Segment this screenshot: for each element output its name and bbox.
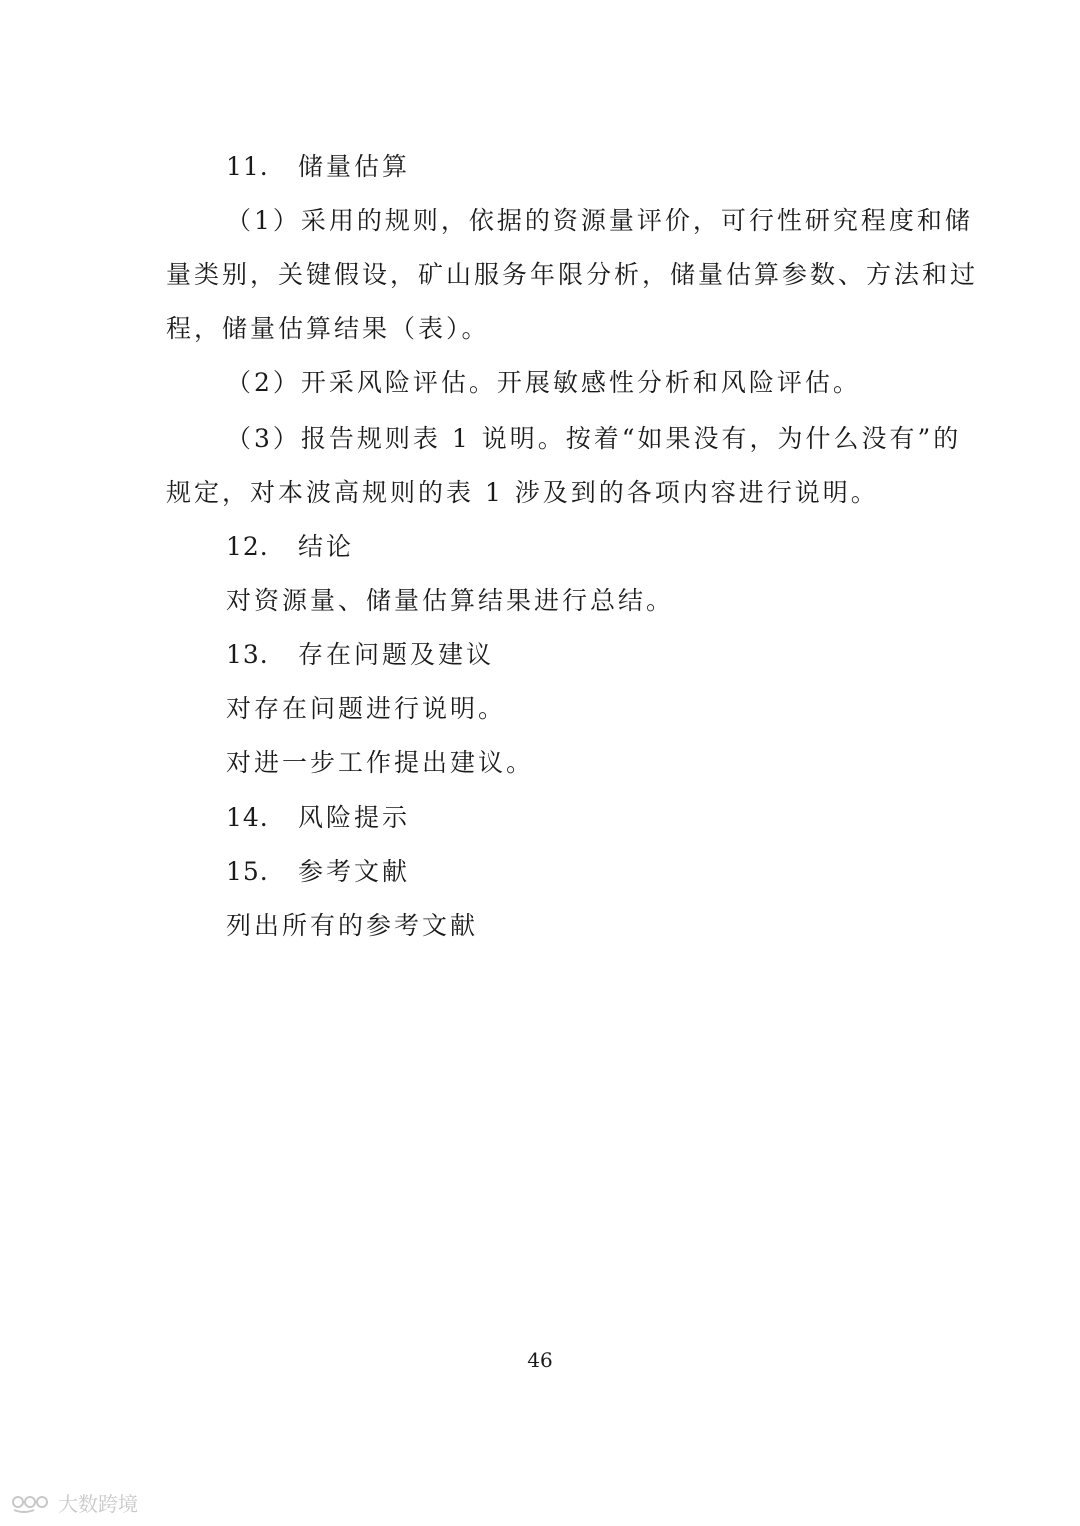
section-12-number: 12.	[226, 532, 269, 561]
watermark	[12, 1488, 138, 1516]
section-14-heading	[226, 803, 410, 833]
section-14-title: 风险提示	[298, 803, 411, 832]
watermark-text: 大数跨境	[58, 1491, 138, 1516]
section-12-heading	[226, 532, 354, 562]
section-13-number: 13.	[226, 640, 269, 669]
section-11-heading	[226, 152, 410, 182]
section-13-paragraph-1: 对存在问题进行说明。	[226, 694, 507, 723]
section-13-title: 存在问题及建议	[298, 640, 495, 669]
section-15-heading	[226, 857, 410, 887]
section-15-title: 参考文献	[298, 857, 411, 886]
section-11-item-2: （2）开采风险评估。开展敏感性分析和风险评估。	[226, 368, 861, 397]
section-11-item-3-line-1: （3）报告规则表 1 说明。按着“如果没有，为什么没有”的	[226, 424, 962, 453]
section-13-heading	[226, 640, 494, 670]
section-11-item-1-line-2: 量类别，关键假设，矿山服务年限分析，储量估算参数、方法和过	[166, 260, 979, 289]
section-13-paragraph-2: 对进一步工作提出建议。	[226, 748, 535, 777]
section-11-item-3-line-2: 规定，对本波高规则的表 1 涉及到的各项内容进行说明。	[166, 478, 879, 507]
section-15-number: 15.	[226, 857, 269, 886]
section-11-title: 储量估算	[298, 152, 411, 181]
brand-logo-icon	[12, 1490, 52, 1514]
section-11-item-1-line-3: 程，储量估算结果（表）。	[166, 314, 490, 343]
section-11-item-1-line-1: （1）采用的规则，依据的资源量评价，可行性研究程度和储	[226, 206, 973, 235]
section-12-title: 结论	[298, 532, 355, 561]
page-number: 46	[527, 1348, 553, 1372]
section-15-paragraph: 列出所有的参考文献	[226, 911, 479, 940]
section-14-number: 14.	[226, 803, 269, 832]
section-11-number: 11.	[226, 152, 269, 181]
section-12-paragraph: 对资源量、储量估算结果进行总结。	[226, 586, 675, 615]
